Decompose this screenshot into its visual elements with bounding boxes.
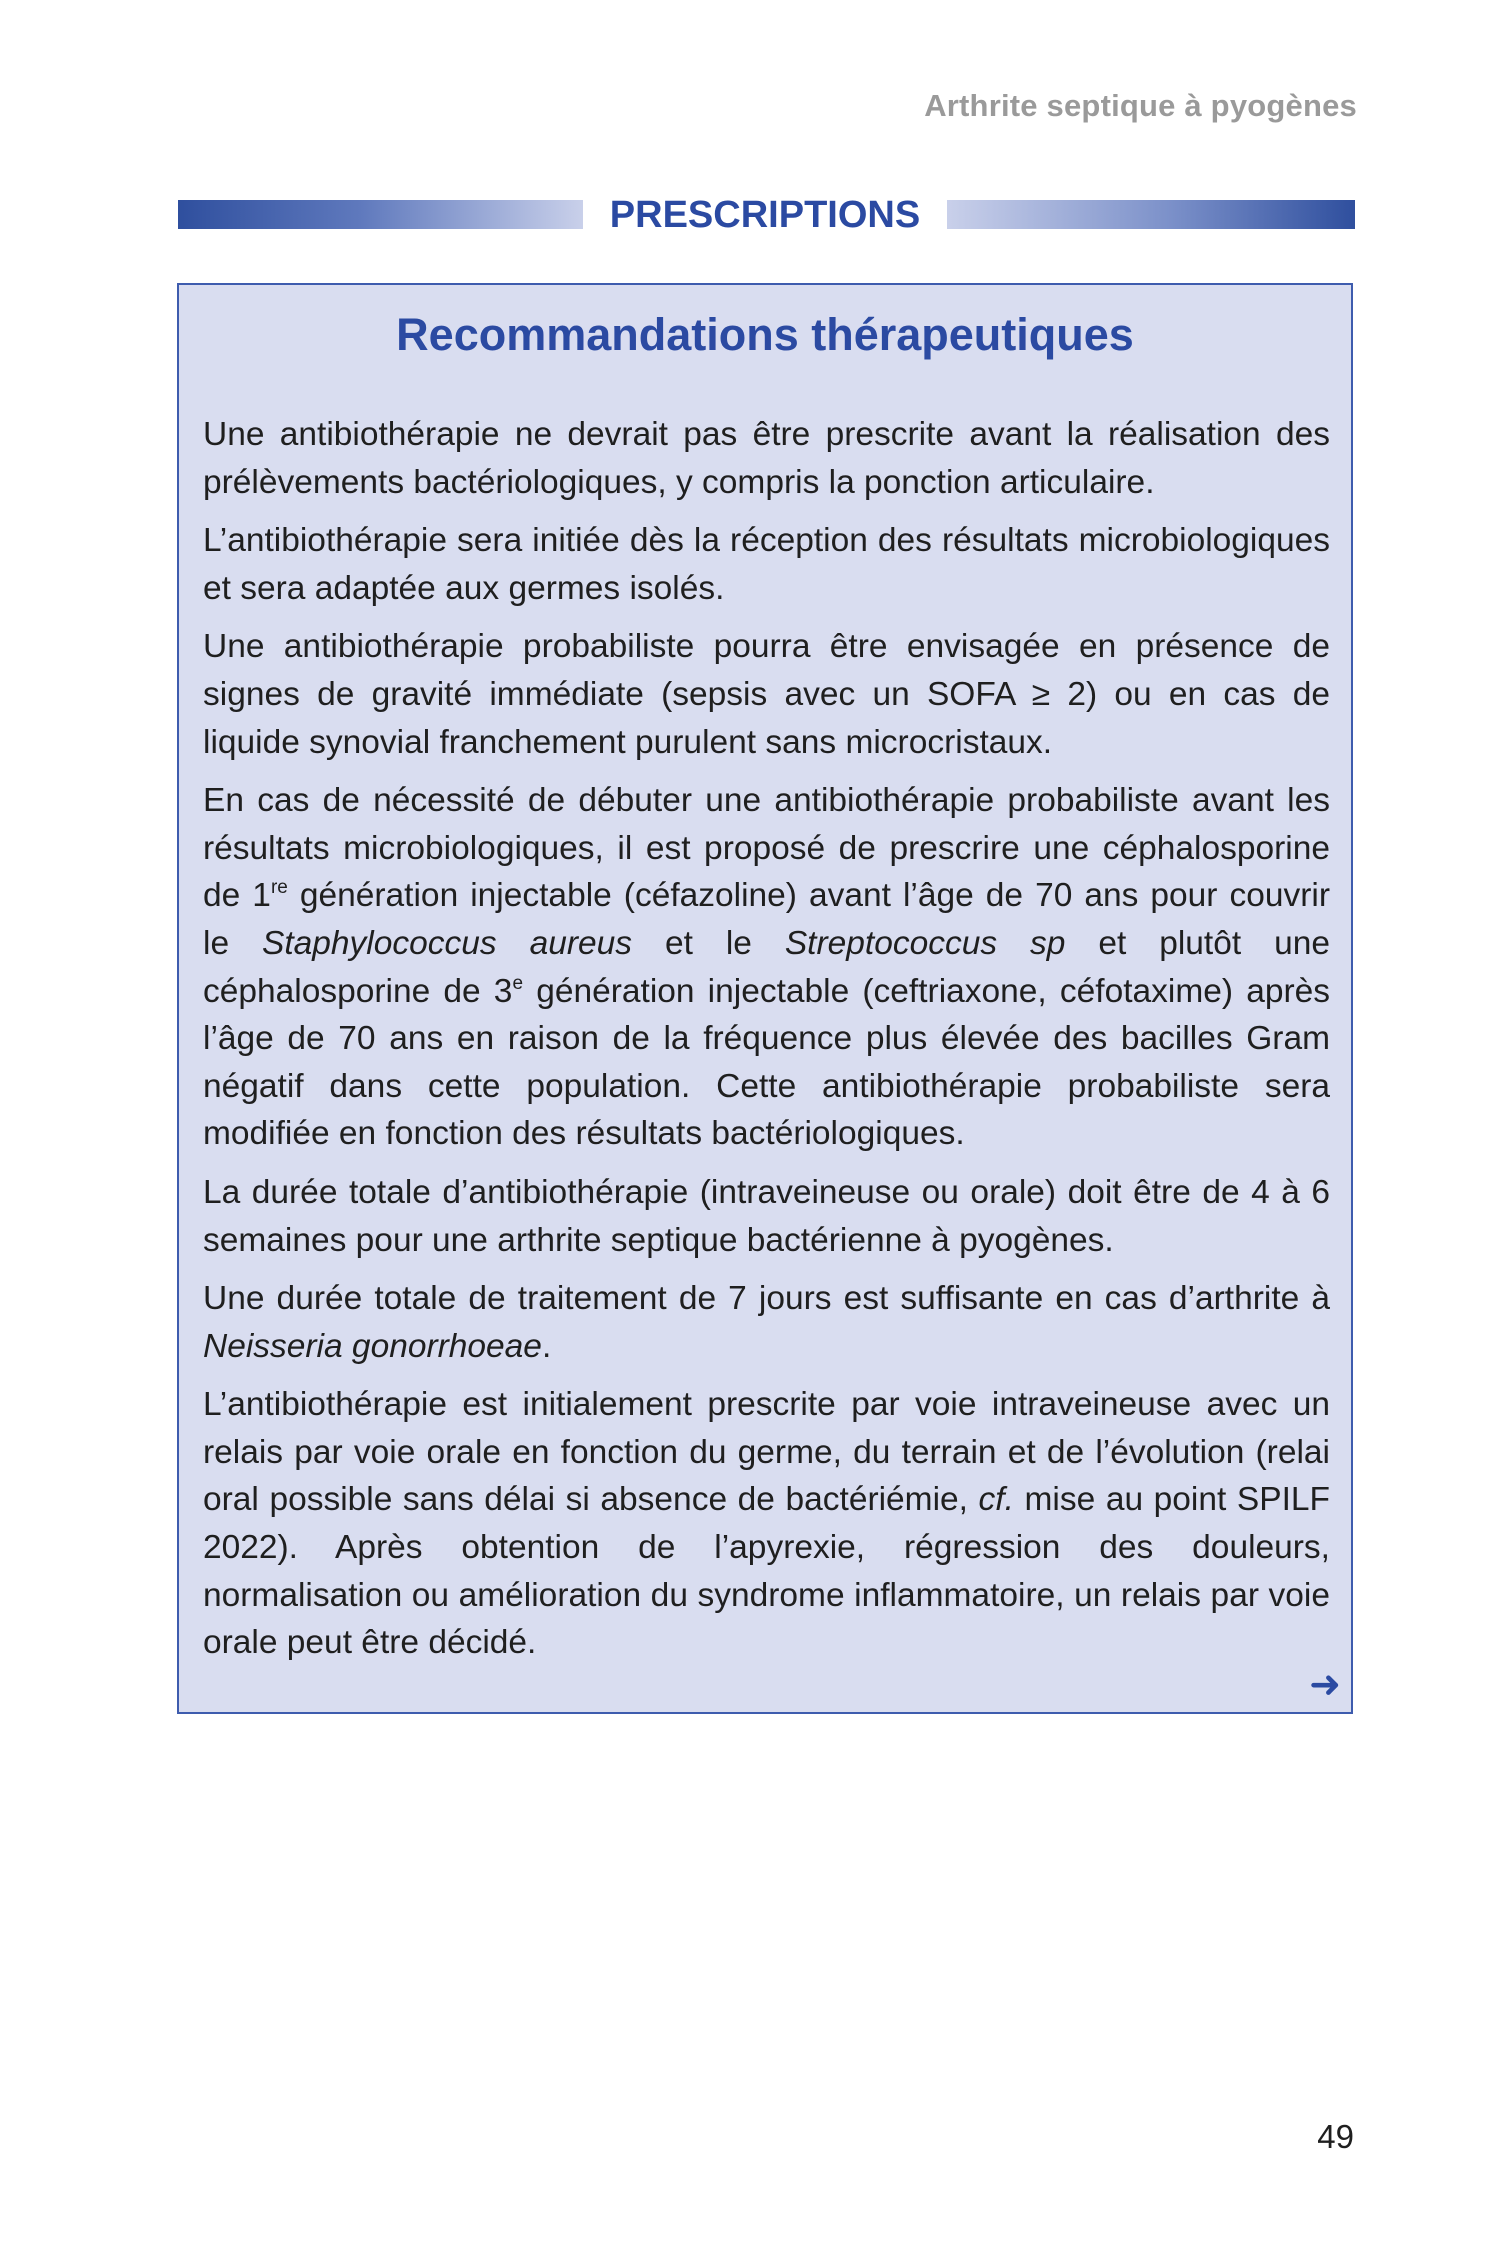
text-span: et le <box>632 924 785 962</box>
text-span: L’antibiothérapie est initialement prescrite par voie intraveineuse avec un relais par voie orale en fonction du germe, du terrain et de l’évolution (relai oral possible sans délai si absence de bactériémie, <box>203 1386 1330 1519</box>
box-title: Recommandations thérapeutiques <box>396 309 1134 360</box>
paragraph-7 <box>203 1381 1330 1667</box>
paragraph-3: Une antibiothérapie probabiliste pourra être envisagée en présence de signes de gravité immédiate (sepsis avec un SOFA ≥ 2) ou en cas de liquide synovial franchement purulent sans microcristaux. <box>203 628 1330 761</box>
paragraph-6 <box>203 1275 1330 1370</box>
banner-bar-right <box>947 200 1355 229</box>
page-number: 49 <box>1317 2118 1354 2155</box>
text-span: génération injectable (ceftriaxone, céfotaxime) après l’âge de 70 ans en raison de la fréquence plus élevée des bacilles Gram négatif dans cette population. Cette antibiothérapie probabiliste sera modifiée en fonction des résultats bactériologiques. <box>203 972 1330 1153</box>
superscript: e <box>512 972 524 994</box>
species-name: Staphylococcus aureus <box>262 924 633 962</box>
paragraph-2: L’antibiothérapie sera initiée dès la réception des résultats microbiologiques et sera adaptée aux germes isolés. <box>203 522 1330 607</box>
superscript: re <box>270 877 288 899</box>
text-span: . <box>541 1327 552 1365</box>
banner-bar-left <box>178 200 583 229</box>
text-span: Une durée totale de traitement de 7 jours est suffisante en cas d’arthrite à <box>203 1280 1330 1318</box>
text-span: génération injectable (céfazoline) avant l’âge de 70 ans pour couvrir le <box>203 877 1331 962</box>
species-name: Neisseria gonorrhoeae <box>203 1327 542 1365</box>
text-span: mise au point SPILF 2022). Après obtention de l’apyrexie, régression des douleurs, normalisation ou amélioration du syndrome inflammatoire, un relais par voie orale peut être décidé. <box>203 1481 1330 1662</box>
italic-abbrev: cf. <box>978 1481 1014 1519</box>
paragraph-5: La durée totale d’antibiothérapie (intraveineuse ou orale) doit être de 4 à 6 semaines pour une arthrite septique bactérienne à pyogènes. <box>203 1173 1330 1259</box>
species-name: Streptococcus sp <box>784 924 1066 962</box>
recommendations-box <box>177 283 1353 1714</box>
section-title: PRESCRIPTIONS <box>609 194 921 236</box>
text-span: et plutôt une céphalosporine de 3 <box>203 924 1330 1010</box>
text-span: En cas de nécessité de débuter une antibiothérapie probabiliste avant les résultats microbiologiques, il est proposé de prescrire une céphalosporine de 1 <box>203 782 1330 915</box>
paragraph-4 <box>203 777 1330 1158</box>
running-head: Arthrite septique à pyogènes <box>924 88 1357 123</box>
arrow-right-icon: ➜ <box>1309 1664 1341 1706</box>
paragraph-1: Une antibiothérapie ne devrait pas être prescrite avant la réalisation des prélèvements bactériologiques, y compris la ponction articulaire. <box>203 416 1330 501</box>
section-banner <box>178 192 1355 242</box>
box-body <box>203 411 1330 1678</box>
